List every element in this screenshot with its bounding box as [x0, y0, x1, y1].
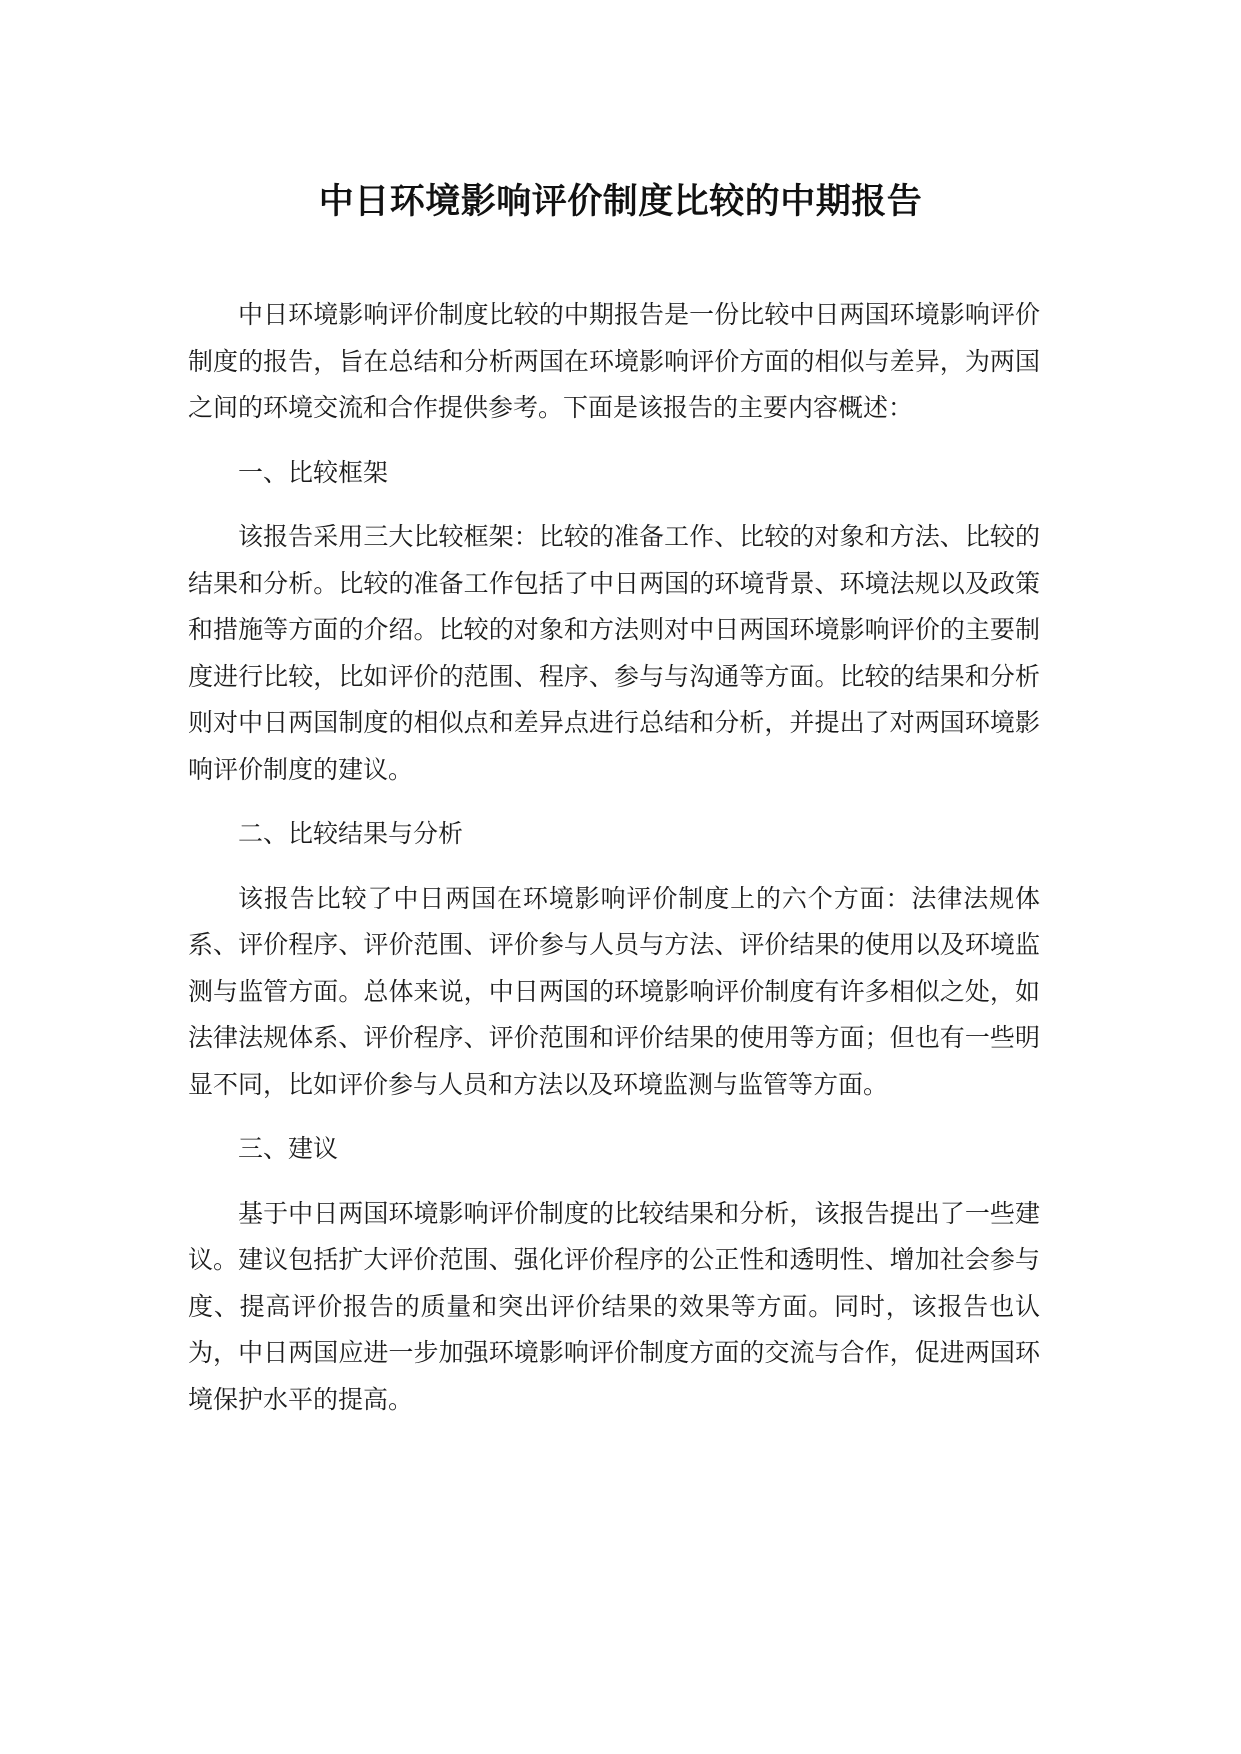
section-paragraph-suggestions: 基于中日两国环境影响评价制度的比较结果和分析，该报告提出了一些建议。建议包括扩大评价范围、强化评价程序的公正性和透明性、增加社会参与度、提高评价报告的质量和突出评价结果的效果等方面。同时，该报告也认为，中日两国应进一步加强环境影响评价制度方面的交流与合作，促进两国环境保护水平的提高。: [188, 1198, 1040, 1414]
section-heading-framework: 一、比较框架: [238, 457, 389, 487]
section-heading-suggestions: 三、建议: [238, 1134, 339, 1163]
document-body: [188, 292, 1040, 1441]
section-heading-results: 二、比较结果与分析: [238, 819, 464, 848]
intro-paragraph: 中日环境影响评价制度比较的中期报告是一份比较中日两国环境影响评价制度的报告，旨在总结和分析两国在环境影响评价方面的相似与差异，为两国之间的环境交流和合作提供参考。下面是该报告的主要内容概述：: [188, 300, 1040, 422]
section-paragraph-framework: 该报告采用三大比较框架：比较的准备工作、比较的对象和方法、比较的结果和分析。比较的准备工作包括了中日两国的环境背景、环境法规以及政策和措施等方面的介绍。比较的对象和方法则对中日两国环境影响评价的主要制度进行比较，比如评价的范围、程序、参与与沟通等方面。比较的结果和分析则对中日两国制度的相似点和差异点进行总结和分析，并提出了对两国环境影响评价制度的建议。: [188, 522, 1040, 784]
section-paragraph-results: 该报告比较了中日两国在环境影响评价制度上的六个方面：法律法规体系、评价程序、评价范围、评价参与人员与方法、评价结果的使用以及环境监测与监管方面。总体来说，中日两国的环境影响评价制度有许多相似之处，如法律法规体系、评价程序、评价范围和评价结果的使用等方面；但也有一些明显不同，比如评价参与人员和方法以及环境监测与监管等方面。: [188, 883, 1040, 1099]
document-title: 中日环境影响评价制度比较的中期报告: [318, 182, 923, 222]
